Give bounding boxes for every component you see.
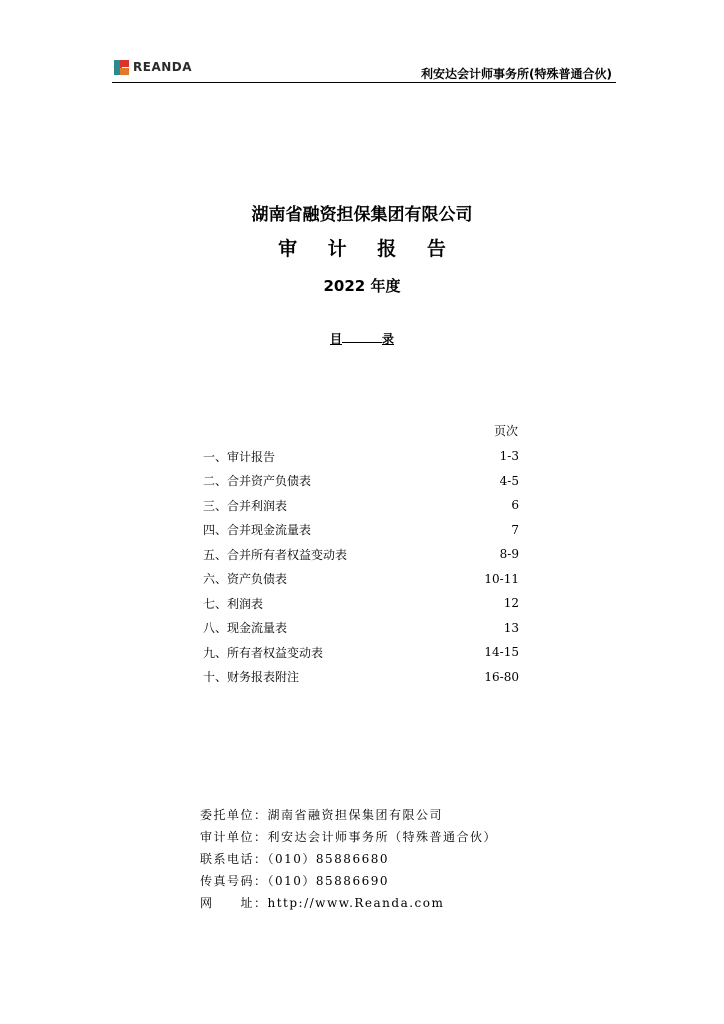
table-of-contents xyxy=(203,444,519,689)
contact-info xyxy=(200,804,497,914)
toc-item-pages: 14-15 xyxy=(484,645,519,660)
toc-item-pages: 8-9 xyxy=(499,547,519,562)
toc-item xyxy=(203,444,519,469)
toc-item xyxy=(203,567,519,592)
toc-item xyxy=(203,591,519,616)
toc-heading-right: 录 xyxy=(382,332,395,346)
toc-heading-underline xyxy=(342,330,382,343)
toc-item-pages: 13 xyxy=(503,620,519,635)
client-line: 委托单位：湖南省融资担保集团有限公司 xyxy=(200,808,444,822)
phone-line: 联系电话：（010）85886680 xyxy=(200,852,389,866)
report-year: 2022 年度 xyxy=(323,277,401,295)
toc-item-label: 九、所有者权益变动表 xyxy=(203,645,324,660)
logo-text: REANDA xyxy=(133,60,193,74)
firm-name: 利安达会计师事务所(特殊普通合伙) xyxy=(421,67,612,81)
toc-item-pages: 4-5 xyxy=(499,473,519,488)
toc-item-pages: 7 xyxy=(511,522,519,537)
toc-item xyxy=(203,640,519,665)
toc-item-pages: 10-11 xyxy=(484,571,519,586)
toc-item-pages: 1-3 xyxy=(499,449,519,464)
toc-item-label: 五、合并所有者权益变动表 xyxy=(203,547,348,562)
toc-item-label: 四、合并现金流量表 xyxy=(203,523,312,538)
report-title: 审 计 报 告 xyxy=(278,238,458,260)
toc-heading xyxy=(0,330,724,347)
toc-item xyxy=(203,542,519,567)
header-divider xyxy=(112,82,616,83)
toc-item xyxy=(203,518,519,543)
toc-item-label: 六、资产负债表 xyxy=(203,572,288,587)
toc-item xyxy=(203,665,519,690)
toc-item-pages: 16-80 xyxy=(484,669,519,684)
toc-item-label: 二、合并资产负债表 xyxy=(203,474,312,489)
toc-item-pages: 6 xyxy=(511,498,519,513)
toc-item-label: 八、现金流量表 xyxy=(203,621,288,636)
toc-item xyxy=(203,469,519,494)
reanda-logo-icon xyxy=(114,60,129,75)
company-name: 湖南省融资担保集团有限公司 xyxy=(251,205,473,225)
toc-item-label: 十、财务报表附注 xyxy=(203,670,300,685)
toc-item-label: 一、审计报告 xyxy=(203,449,276,464)
toc-item-pages: 12 xyxy=(503,596,519,611)
website-line: 网 址：http://www.Reanda.com xyxy=(200,896,445,910)
fax-line: 传真号码：（010）85886690 xyxy=(200,874,389,888)
toc-item xyxy=(203,616,519,641)
toc-page-column-label: 页次 xyxy=(493,424,518,438)
toc-heading-left: 目 xyxy=(329,332,342,346)
page-header xyxy=(112,52,616,86)
reanda-logo xyxy=(114,58,192,76)
toc-item-label: 三、合并利润表 xyxy=(203,498,288,513)
auditor-line: 审计单位：利安达会计师事务所（特殊普通合伙） xyxy=(200,830,498,844)
toc-item xyxy=(203,493,519,518)
toc-item-label: 七、利润表 xyxy=(203,596,264,611)
